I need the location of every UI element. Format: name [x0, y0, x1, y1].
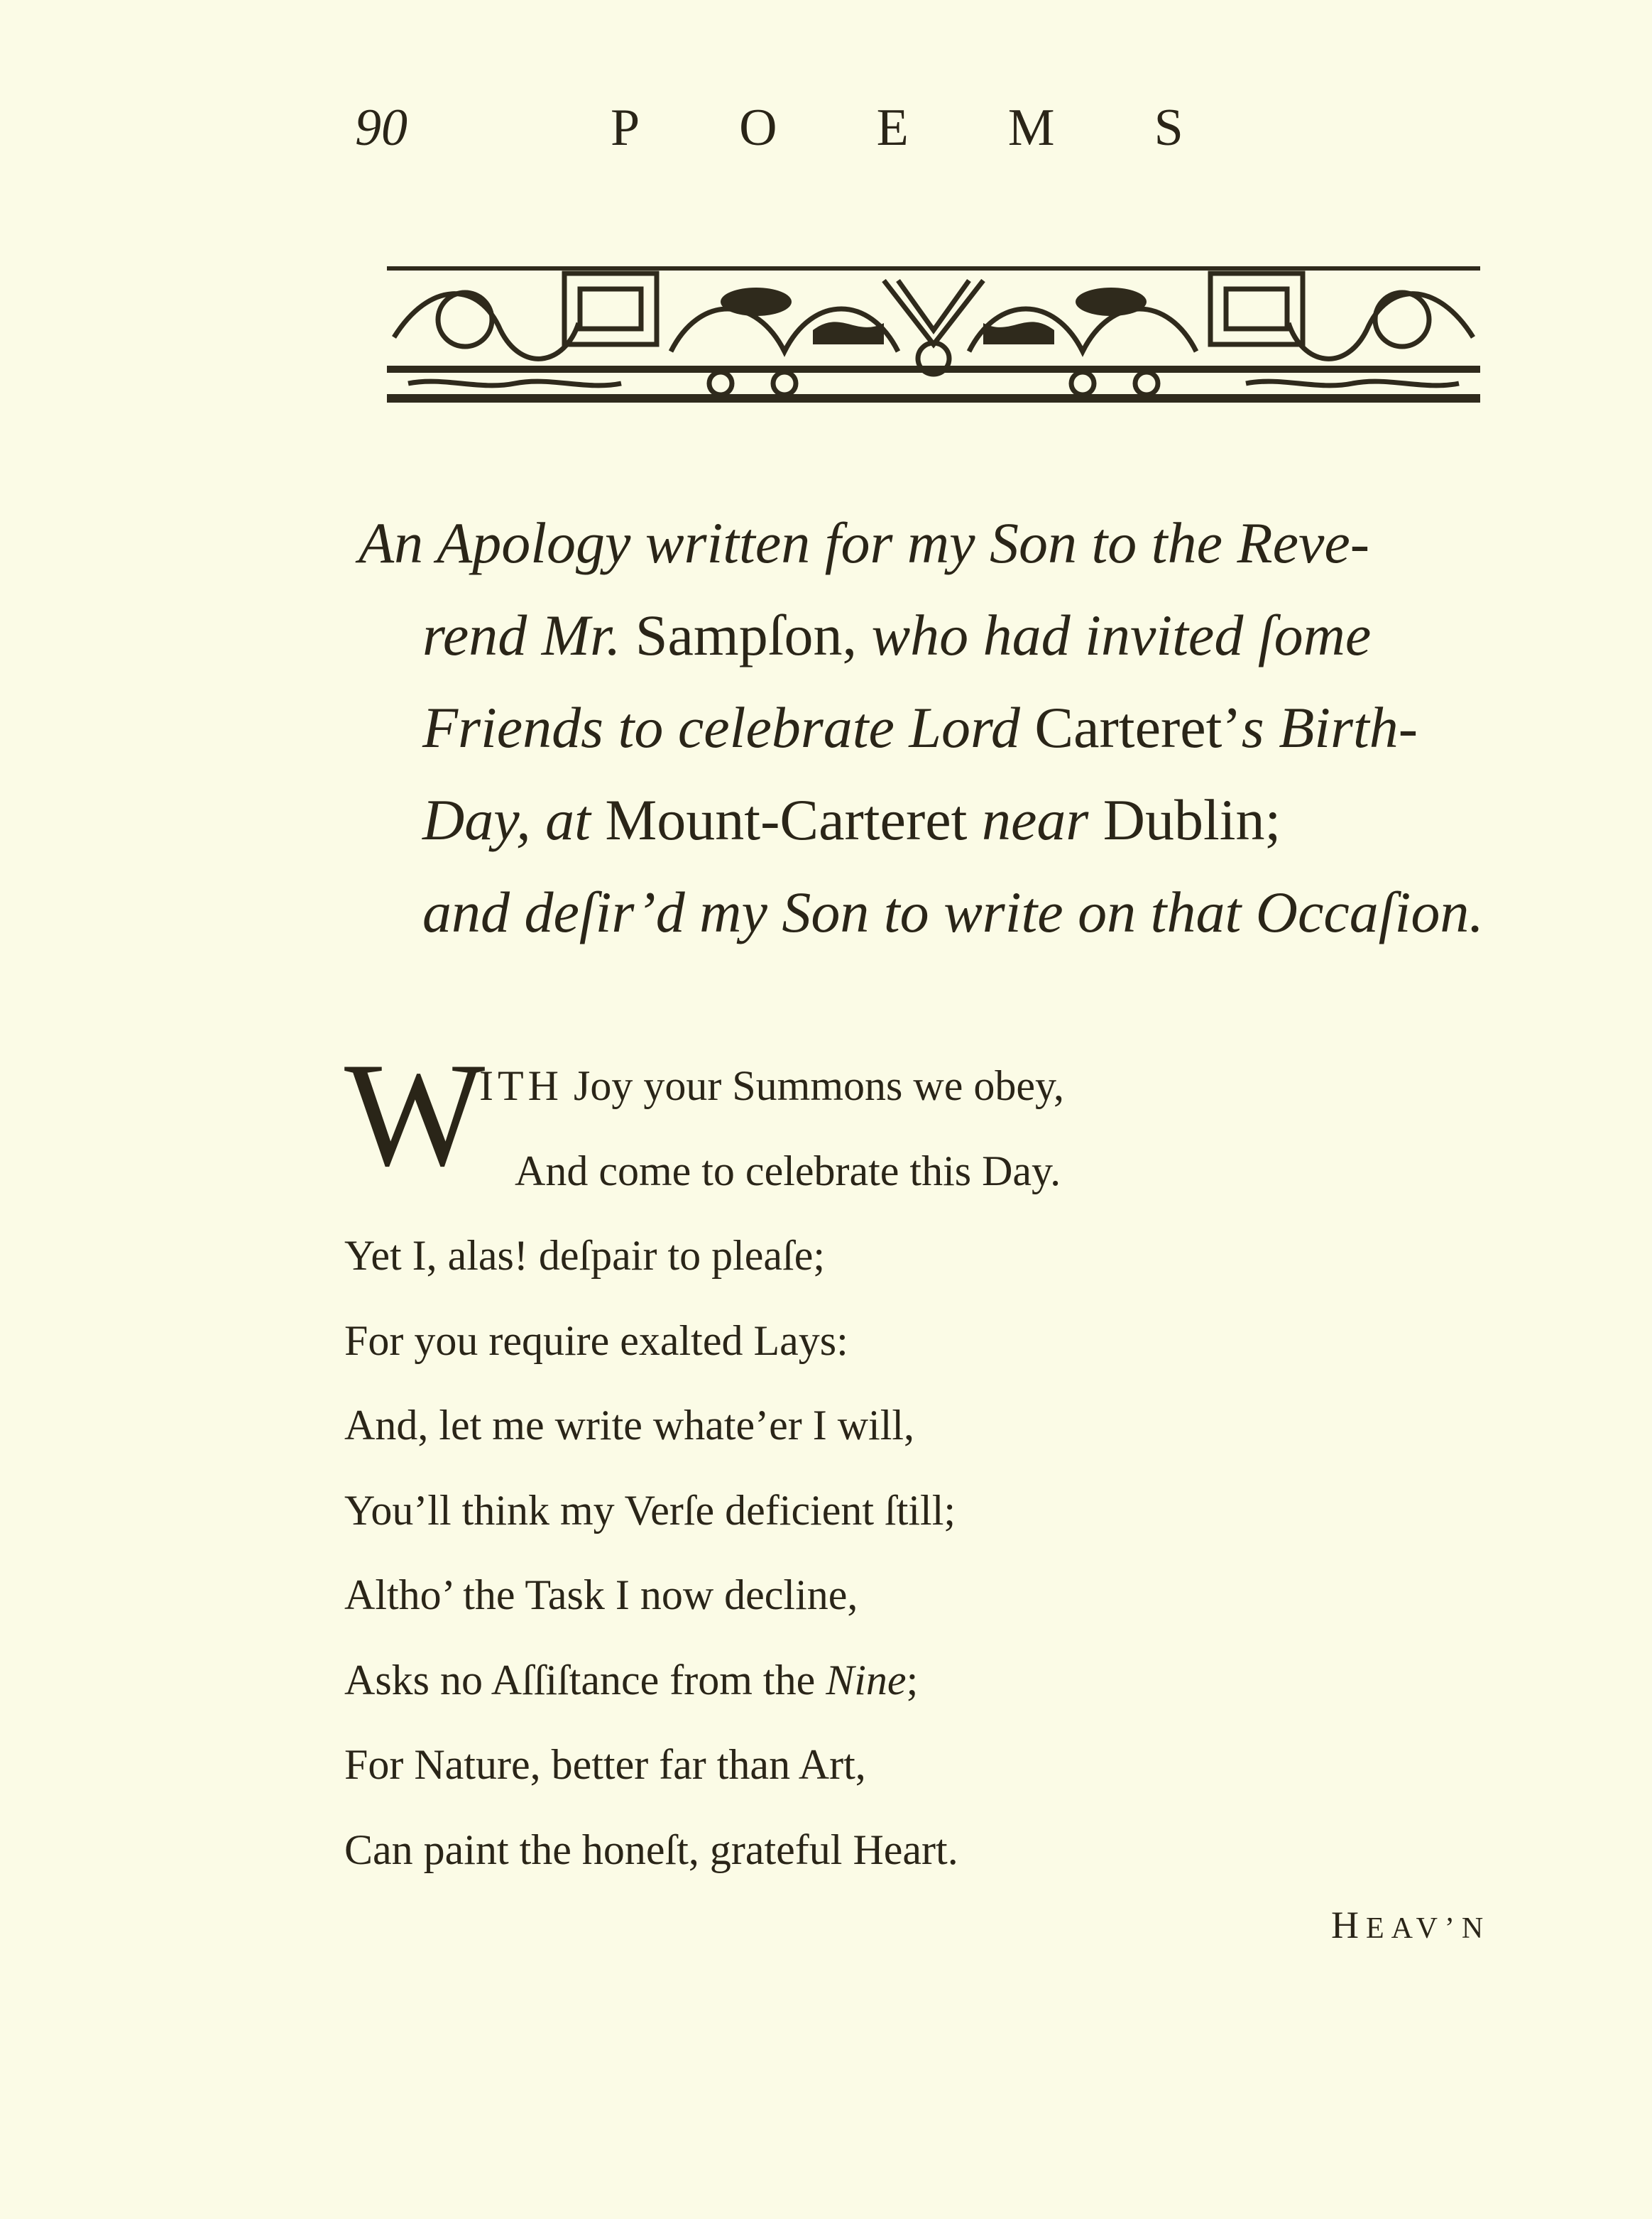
- verse-line-7: Altho’ the Task I now decline,: [344, 1571, 858, 1618]
- poem-title: [359, 497, 1530, 959]
- verse-line-2: And come to celebrate this Day.: [515, 1147, 1061, 1194]
- verse-line-10: Can paint the honeſt, grateful Heart.: [344, 1826, 958, 1873]
- running-title: POEMS: [611, 99, 1283, 157]
- running-head: [355, 92, 1283, 163]
- verse-line-5: And, let me write whate’er I will,: [344, 1402, 915, 1449]
- ornamental-headpiece: [387, 252, 1480, 408]
- verse-line-1: ITH Joy your Summons we obey,: [479, 1062, 1065, 1109]
- verse-line-8: Asks no Aſſiſtance from the Nine;: [344, 1656, 919, 1703]
- title-line-2: rend Mr. Sampſon, who had invited ſome: [422, 603, 1372, 667]
- verse-line-4: For you require exalted Lays:: [344, 1316, 848, 1364]
- title-line-5: and deſir’d my Son to write on that Occaſion.: [422, 880, 1484, 944]
- verse-line-6: You’ll think my Verſe deficient ſtill;: [344, 1486, 956, 1534]
- page-number: 90: [355, 99, 407, 157]
- title-line-1: An Apology written for my Son to the Reve-: [359, 511, 1370, 575]
- catchword: HEAV’N: [1331, 1904, 1491, 1946]
- poem-body: [344, 1032, 1409, 1892]
- verse-line-3: Yet I, alas! deſpair to pleaſe;: [344, 1232, 826, 1279]
- title-line-4: Day, at Mount-Carteret near Dublin;: [422, 787, 1281, 852]
- drop-cap: W: [344, 1032, 486, 1197]
- title-line-3: Friends to celebrate Lord Carteret’s Birth-: [422, 695, 1418, 760]
- verse-line-9: For Nature, better far than Art,: [344, 1741, 866, 1788]
